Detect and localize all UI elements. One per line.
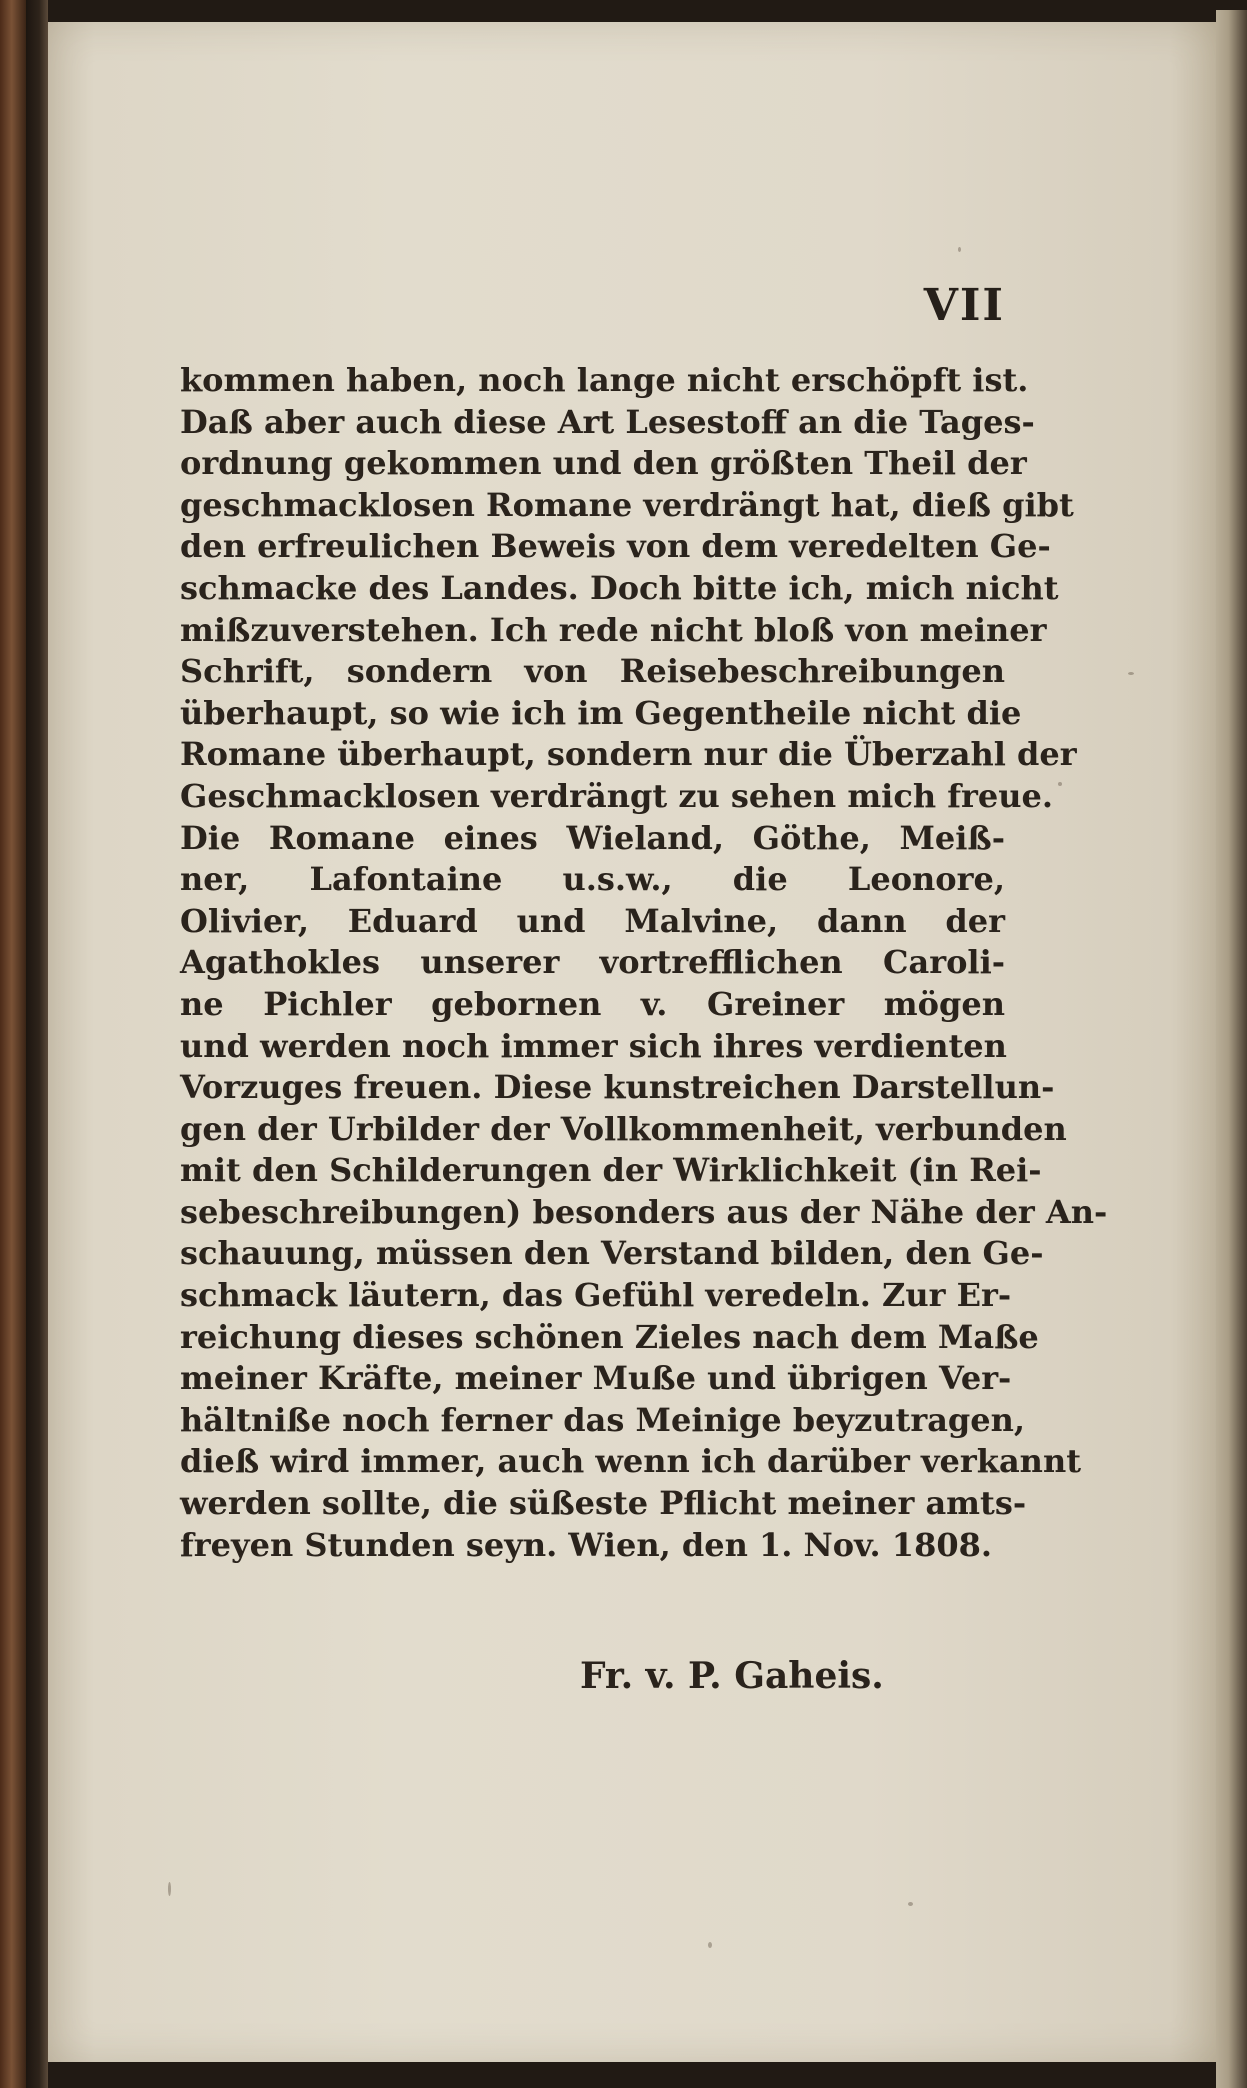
text-line: Daß aber auch diese Art Lesestoff an die Tages- [180, 402, 1035, 441]
text-line: und werden noch immer sich ihres verdienten [180, 1026, 1007, 1065]
body-text [180, 360, 1108, 1566]
paper-speck [958, 247, 961, 252]
text-line: ne Pichler gebornen v. Greiner mögen [180, 984, 1005, 1023]
paper-speck [168, 1882, 171, 1896]
text-line: ner, Lafontaine u.s.w., die Leonore, [180, 860, 1005, 899]
text-line: Die Romane eines Wieland, Göthe, Meiß- [180, 818, 1005, 857]
text-line: meiner Kräfte, meiner Muße und übrigen Ver- [180, 1359, 1012, 1398]
text-line: schmack läutern, das Gefühl veredeln. Zur Er- [180, 1276, 1012, 1315]
text-line: mit den Schilderungen der Wirklichkeit (in Rei- [180, 1151, 1042, 1190]
text-line: Agathokles unserer vortrefflichen Caroli- [180, 943, 1005, 982]
paper-speck [1058, 782, 1062, 786]
text-line: dieß wird immer, auch wenn ich darüber verkannt [180, 1442, 1081, 1481]
text-line: sebeschreibungen) besonders aus der Nähe der An- [180, 1192, 1108, 1231]
page-edge [1216, 10, 1247, 2088]
paper-speck [708, 1942, 712, 1948]
text-line: überhaupt, so wie ich im Gegentheile nicht die [180, 693, 1022, 732]
text-line: geschmacklosen Romane verdrängt hat, dieß gibt [180, 485, 1074, 524]
text-line: hältniße noch ferner das Meinige beyzutragen, [180, 1400, 1026, 1439]
text-line: gen der Urbilder der Vollkommenheit, verbunden [180, 1109, 1067, 1148]
book-spine [0, 0, 26, 2088]
page-number: VII [923, 280, 1005, 331]
text-line: werden sollte, die süßeste Pflicht meiner amts- [180, 1484, 1027, 1523]
paper-speck [1128, 672, 1134, 675]
text-line: reichung dieses schönen Zieles nach dem Maße [180, 1317, 1039, 1356]
text-line: den erfreulichen Beweis von dem veredelten Ge- [180, 527, 1051, 566]
text-line: Romane überhaupt, sondern nur die Überzahl der [180, 735, 1077, 774]
text-line: Olivier, Eduard und Malvine, dann der [180, 901, 1005, 940]
text-line: kommen haben, noch lange nicht erschöpft ist. [180, 361, 1029, 399]
author-signature: Fr. v. P. Gaheis. [580, 1655, 884, 1697]
text-line: Schrift, sondern von Reisebeschreibungen [180, 652, 1005, 691]
text-line: freyen Stunden seyn. Wien, den 1. Nov. 1808. [180, 1525, 992, 1564]
text-line: schmacke des Landes. Doch bitte ich, mich nicht [180, 568, 1059, 607]
text-line: schauung, müssen den Verstand bilden, den Ge- [180, 1234, 1044, 1273]
text-line: Geschmacklosen verdrängt zu sehen mich freue. [180, 776, 1053, 815]
book-cover-edge [26, 0, 48, 2088]
text-line: mißzuverstehen. Ich rede nicht bloß von meiner [180, 610, 1047, 649]
text-line: Vorzuges freuen. Diese kunstreichen Darstellun- [180, 1068, 1055, 1107]
text-line: ordnung gekommen und den größten Theil der [180, 444, 1027, 483]
paper-speck [908, 1902, 913, 1906]
